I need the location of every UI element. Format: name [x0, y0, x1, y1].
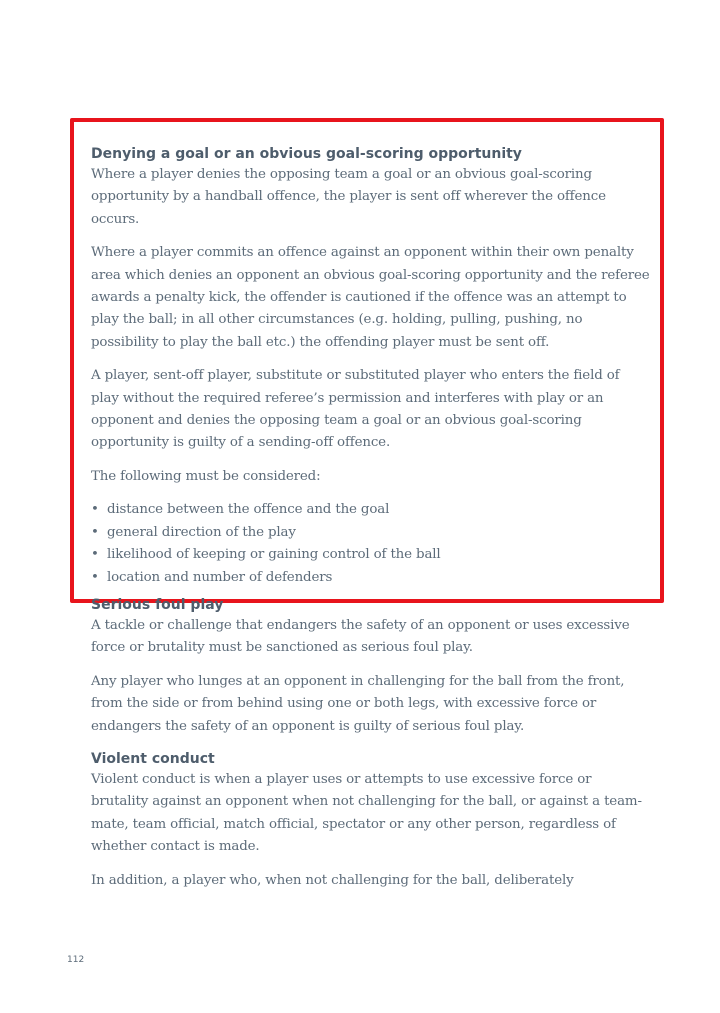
- list-item-text: general direction of the play: [107, 524, 296, 540]
- list-item-text: distance between the offence and the goal: [107, 502, 390, 518]
- paragraph-serious-1: A tackle or challenge that endangers the safety of an opponent or uses excessive force or brutality must be sanctioned as serious foul play.: [91, 617, 630, 656]
- bullet-icon: •: [91, 569, 99, 585]
- paragraph-denying-3: A player, sent-off player, substitute or substituted player who enters the field of play without the required referee’s permission and interferes with play or an opponent and denies the opposing team a goal or an obvious goal-scoring opportunity is guilty of a sending-off offence.: [91, 368, 620, 451]
- page-content: [91, 144, 651, 903]
- bullet-icon: •: [91, 524, 99, 540]
- heading-denying-goal: Denying a goal or an obvious goal-scoring opportunity: [91, 146, 522, 162]
- paragraph-denying-2: Where a player commits an offence against an opponent within their own penalty area which denies an opponent an obvious goal-scoring opportunity and the referee awards a penalty kick, the offender is cautioned if the offence was an attempt to play the ball; in all other circumstances (e.g. holding, pulling, pushing, no possibility to play the ball etc.) the offending player must be sent off.: [91, 245, 650, 350]
- list-item: [91, 544, 651, 566]
- heading-serious-foul-play: Serious foul play: [91, 596, 224, 613]
- paragraph-denying-4: The following must be considered:: [91, 468, 321, 484]
- list-item-text: likelihood of keeping or gaining control of the ball: [107, 547, 441, 563]
- list-item: [91, 522, 651, 544]
- page-number: 112: [67, 955, 85, 965]
- paragraph-serious-2: Any player who lunges at an opponent in challenging for the ball from the front, from the side or from behind using one or both legs, with excessive force or endangers the safety of an opponent is guilty of serious foul play.: [91, 673, 625, 734]
- paragraph-violent-1: Violent conduct is when a player uses or attempts to use excessive force or brutality against an opponent when not challenging for the ball, or against a team-mate, team official, match official, spectator or any other person, regardless of whether contact is made.: [91, 771, 642, 855]
- considerations-list: [91, 499, 651, 589]
- list-item: [91, 567, 651, 589]
- heading-violent-conduct: Violent conduct: [91, 750, 215, 767]
- list-item: [91, 499, 651, 521]
- list-item-text: location and number of defenders: [107, 569, 333, 585]
- paragraph-violent-2: In addition, a player who, when not challenging for the ball, deliberately: [91, 872, 574, 888]
- paragraph-denying-1: Where a player denies the opposing team a goal or an obvious goal-scoring opportunity by a handball offence, the player is sent off wherever the offence occurs.: [91, 167, 606, 227]
- bullet-icon: •: [91, 547, 99, 563]
- bullet-icon: •: [91, 502, 99, 518]
